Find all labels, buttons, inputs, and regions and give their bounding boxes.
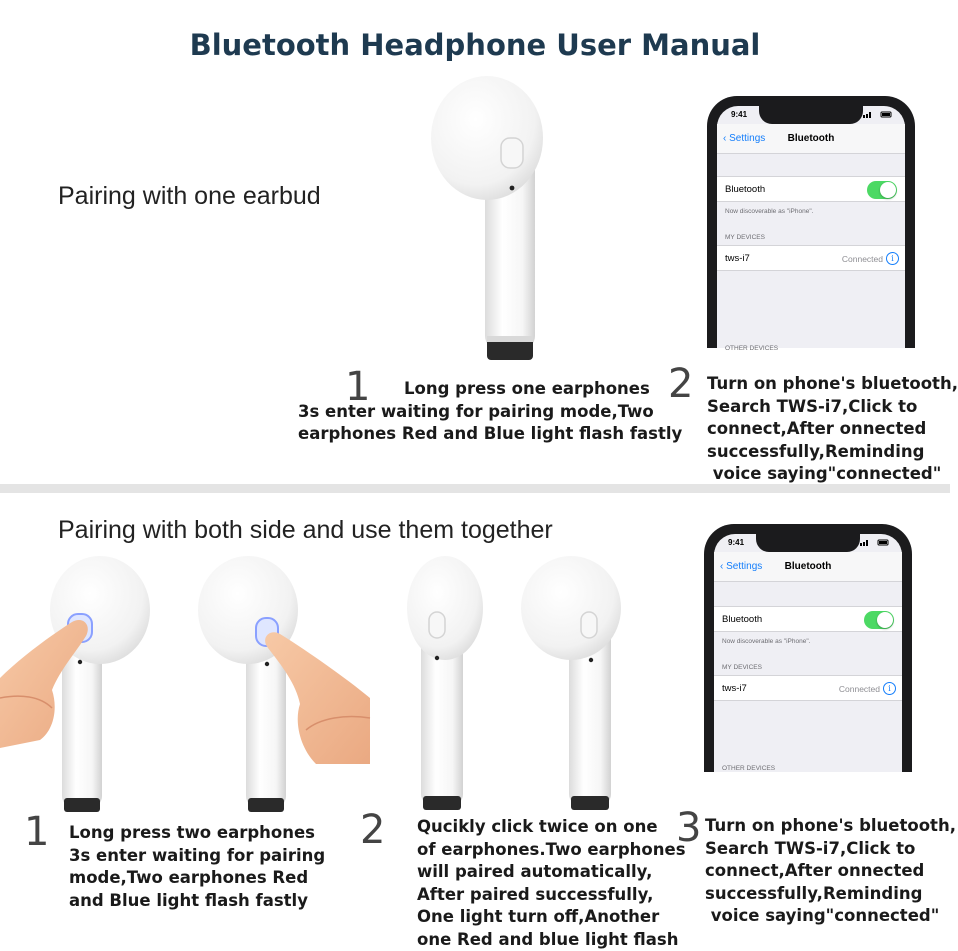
device-row[interactable] [717, 245, 905, 271]
device-name: tws-i7 [722, 683, 747, 694]
bluetooth-label: Bluetooth [722, 614, 763, 625]
bluetooth-toggle[interactable] [864, 611, 894, 629]
section-divider [0, 484, 950, 493]
step2-text: Qucikly click twice on one of earphones.Two earphones will paired automatically, After paired successfully, One light turn off,Another one Red and blue light flash [417, 817, 686, 949]
section2-title: Pairing with both side and use them together [58, 516, 553, 544]
settings-back-link[interactable]: ‹ Settings [720, 561, 763, 572]
status-time: 9:41 [731, 110, 748, 119]
phone-notch [756, 534, 860, 552]
my-devices-header: MY DEVICES [722, 664, 762, 671]
step-number: 3 [676, 805, 702, 851]
bluetooth-row [717, 176, 905, 202]
signal-battery-icon [860, 539, 890, 546]
device-status: Connected [838, 684, 880, 694]
my-devices-header: MY DEVICES [725, 234, 765, 241]
step-number: 1 [24, 809, 50, 855]
phone-screenshot [704, 524, 912, 772]
discoverable-note: Now discoverable as "iPhone". [722, 638, 811, 645]
step-number: 2 [360, 807, 386, 853]
nav-title: Bluetooth [784, 561, 832, 572]
other-devices-header: OTHER DEVICES [725, 345, 779, 352]
phone-screenshot [707, 96, 915, 352]
chevron-left-icon: ‹ [723, 133, 727, 144]
earbud-press-left-image [0, 558, 160, 818]
settings-back-link[interactable]: ‹ Settings [723, 133, 766, 144]
earbud-image [425, 70, 555, 365]
earbud-pair-image [405, 556, 630, 816]
step3-text: Turn on phone's bluetooth, Search TWS-i7,Click to connect,After onnected successfully,Reminding voice saying"connected" [705, 816, 956, 925]
page-title: Bluetooth Headphone User Manual [189, 28, 761, 62]
chevron-left-icon: ‹ [720, 561, 724, 572]
device-row[interactable] [714, 675, 902, 701]
step1-text: Long press two earphones 3s enter waiting for pairing mode,Two earphones Red and Blue light flash fastly [69, 823, 326, 910]
signal-battery-icon [863, 111, 893, 118]
device-name: tws-i7 [725, 253, 750, 264]
bluetooth-row [714, 606, 902, 632]
step1-text: Long press one earphones 3s enter waiting for pairing mode,Two earphones Red and Blue light flash fastly [298, 379, 683, 443]
earbud-press-right-image [196, 558, 370, 818]
device-status: Connected [841, 254, 883, 264]
bluetooth-toggle[interactable] [867, 181, 897, 199]
step-number: 2 [668, 361, 694, 407]
status-time: 9:41 [728, 538, 745, 547]
bluetooth-label: Bluetooth [725, 184, 766, 195]
step-number: 1 [345, 364, 371, 410]
info-icon[interactable]: i [883, 682, 896, 695]
phone-notch [759, 106, 863, 124]
nav-title: Bluetooth [787, 133, 835, 144]
info-icon[interactable]: i [886, 252, 899, 265]
other-devices-header: OTHER DEVICES [722, 765, 776, 772]
section1-title: Pairing with one earbud [58, 182, 321, 210]
discoverable-note: Now discoverable as "iPhone". [725, 208, 814, 215]
step2-text: Turn on phone's bluetooth, Search TWS-i7,Click to connect,After onnected successfully,Reminding voice saying"connected" [707, 374, 958, 483]
